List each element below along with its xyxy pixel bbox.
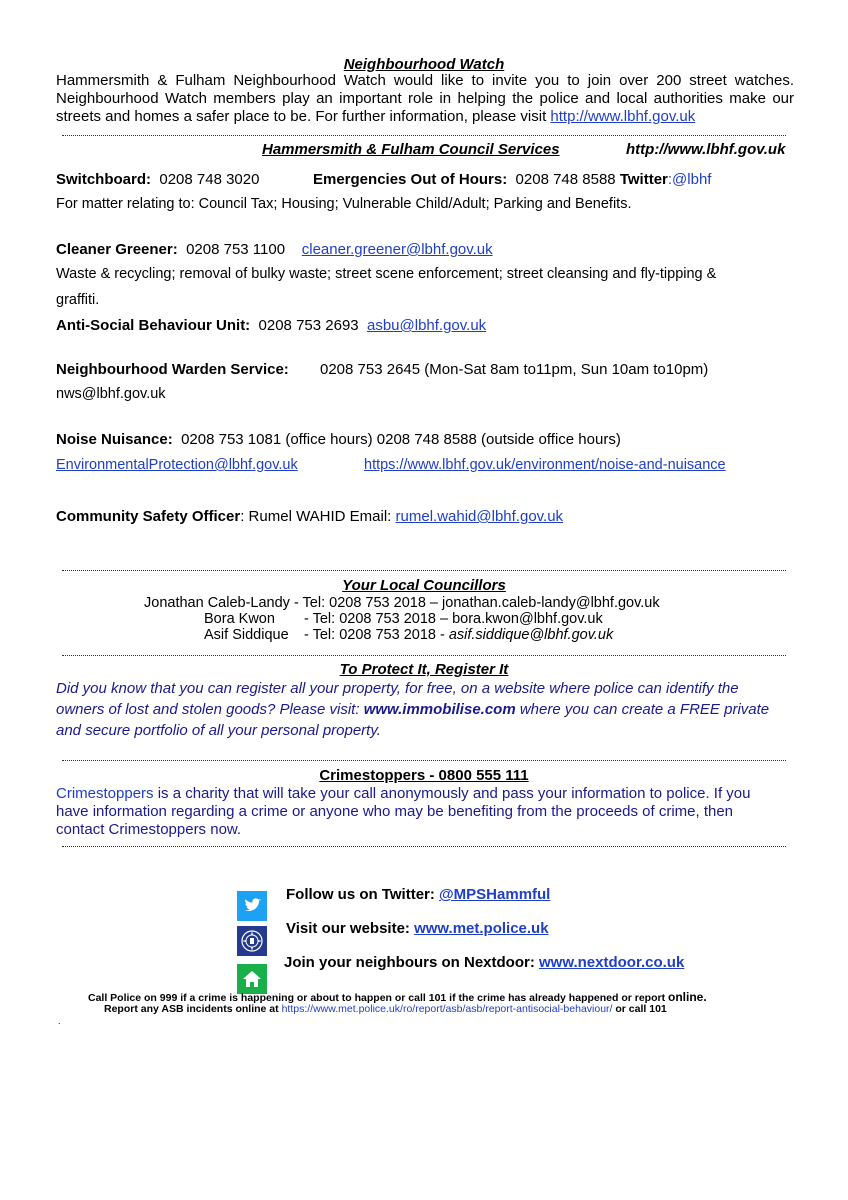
footer-dot: . — [58, 1016, 61, 1026]
councillor-tel: - Tel: 0208 753 2018 – — [293, 595, 438, 611]
switchboard-number: 0208 748 3020 — [159, 171, 260, 188]
nhw-body-text: Hammersmith & Fulham Neighbourhood Watch would like to invite you to join over 200 street watches. Neighbourhood Watch members play an important role in helping the police and local authorities make our streets and homes a safer place to be. For further information, please visit — [56, 72, 794, 125]
website-row — [286, 920, 549, 937]
nextdoor-text: Join your neighbours on Nextdoor: — [284, 954, 535, 971]
asb-number: 0208 753 2693 — [258, 317, 359, 334]
protect-line-2b: where you can create a FREE private — [519, 701, 770, 718]
warden-row — [56, 361, 289, 378]
council-title: Hammersmith & Fulham Council Services — [262, 141, 560, 158]
twitter-handle[interactable]: :@lbhf — [667, 171, 712, 188]
crimestoppers-line-1 — [56, 785, 751, 802]
councillor-email: bora.kwon@lbhf.gov.uk — [452, 611, 603, 627]
crimestoppers-text-1: is a charity that will take your call anonymously and pass your information to police. If you — [157, 785, 751, 802]
protect-line-2 — [56, 701, 769, 718]
twitter-link[interactable]: @MPSHammful — [439, 886, 551, 903]
police-crest-icon[interactable] — [237, 926, 267, 956]
noise-info: 0208 753 1081 (office hours) 0208 748 8588 (outside office hours) — [181, 431, 621, 448]
switchboard-row — [56, 171, 259, 188]
crimestoppers-title: Crimestoppers - 0800 555 111 — [319, 767, 529, 784]
cleaner-label: Cleaner Greener: — [56, 241, 178, 258]
noise-row — [56, 431, 621, 448]
website-link[interactable]: www.met.police.uk — [414, 920, 549, 937]
councillor-email: asif.siddique@lbhf.gov.uk — [448, 627, 614, 643]
divider — [62, 655, 786, 658]
footer-online: online. — [668, 990, 707, 1004]
council-matters: For matter relating to: Council Tax; Housing; Vulnerable Child/Adult; Parking and Benefits. — [56, 196, 632, 212]
councillor-name: Bora Kwon — [204, 611, 275, 627]
warden-label: Neighbourhood Warden Service: — [56, 361, 289, 378]
protect-line-1: Did you know that you can register all your property, for free, on a website where police can identify the — [56, 680, 739, 697]
cso-label: Community Safety Officer — [56, 508, 241, 525]
noise-url[interactable]: https://www.lbhf.gov.uk/environment/noise-and-nuisance — [364, 457, 726, 473]
councillor-row — [144, 595, 660, 611]
nhw-link[interactable]: http://www.lbhf.gov.uk — [550, 108, 696, 125]
emergencies-number: 0208 748 8588 — [515, 171, 616, 188]
councillor-name: Jonathan Caleb-Landy — [144, 595, 290, 611]
councillors-title: Your Local Councillors — [342, 577, 506, 594]
councillor-row — [204, 627, 613, 643]
crimestoppers-line-3: contact Crimestoppers now. — [56, 821, 242, 838]
noise-label: Noise Nuisance: — [56, 431, 173, 448]
warden-email: nws@lbhf.gov.uk — [56, 386, 166, 402]
emergencies-label: Emergencies Out of Hours: — [313, 171, 508, 188]
footer-text-2a: Report any ASB incidents online at — [104, 1003, 279, 1015]
immobilise-site[interactable]: www.immobilise.com — [363, 701, 516, 718]
cleaner-email[interactable]: cleaner.greener@lbhf.gov.uk — [301, 241, 493, 258]
twitter-text: Follow us on Twitter: — [286, 886, 435, 903]
nhw-title: Neighbourhood Watch — [343, 56, 505, 73]
cleaner-row — [56, 241, 493, 258]
cso-row — [56, 508, 563, 525]
twitter-label: Twitter — [619, 171, 668, 188]
divider — [62, 135, 786, 138]
footer-text-2b: or call 101 — [615, 1003, 667, 1015]
emergencies-row — [313, 171, 711, 188]
cleaner-desc-2: graffiti. — [56, 292, 100, 308]
asb-label: Anti-Social Behaviour Unit: — [56, 317, 251, 334]
councillor-tel: - Tel: 0208 753 2018 - — [304, 627, 445, 643]
cleaner-desc-1: Waste & recycling; removal of bulky waste; street scene enforcement; street cleansing and fly-tipping & — [56, 266, 717, 282]
divider — [62, 760, 786, 763]
divider — [62, 570, 786, 573]
twitter-icon[interactable] — [237, 891, 267, 921]
warden-info: 0208 753 2645 (Mon-Sat 8am to11pm, Sun 10am to10pm) — [320, 361, 709, 378]
protect-line-2a: owners of lost and stolen goods? Please visit: — [56, 701, 360, 718]
protect-title: To Protect It, Register It — [339, 661, 509, 678]
switchboard-label: Switchboard: — [56, 171, 152, 188]
councillor-name: Asif Siddique — [204, 627, 289, 643]
asb-email[interactable]: asbu@lbhf.gov.uk — [366, 317, 487, 334]
cleaner-number: 0208 753 1100 — [186, 241, 286, 258]
twitter-row — [286, 886, 550, 903]
footer-line-2 — [104, 1003, 667, 1015]
councillor-tel: - Tel: 0208 753 2018 – — [304, 611, 449, 627]
footer-line-1 — [88, 990, 707, 1004]
councillor-email: jonathan.caleb-landy@lbhf.gov.uk — [442, 595, 660, 611]
website-text: Visit our website: — [286, 920, 410, 937]
cso-email[interactable]: rumel.wahid@lbhf.gov.uk — [395, 508, 564, 525]
crimestoppers-name: Crimestoppers — [56, 785, 154, 802]
nextdoor-link[interactable]: www.nextdoor.co.uk — [539, 954, 685, 971]
councillor-row — [204, 611, 603, 627]
divider — [62, 846, 786, 849]
footer-text-1: Call Police on 999 if a crime is happening or about to happen or call 101 if the crime has already happened or report — [88, 992, 666, 1004]
nhw-body — [56, 72, 794, 126]
asb-row — [56, 317, 486, 334]
nextdoor-row — [284, 954, 684, 971]
protect-line-3: and secure portfolio of all your personal property. — [56, 722, 381, 739]
crimestoppers-line-2: have information regarding a crime or anyone who may be benefiting from the proceeds of crime, then — [56, 803, 734, 820]
footer-asb-link[interactable]: https://www.met.police.uk/ro/report/asb/asb/report-antisocial-behaviour/ — [281, 1003, 613, 1015]
council-url: http://www.lbhf.gov.uk — [626, 141, 786, 158]
noise-email[interactable]: EnvironmentalProtection@lbhf.gov.uk — [56, 457, 298, 473]
cso-info: : Rumel WAHID Email: — [240, 508, 392, 525]
